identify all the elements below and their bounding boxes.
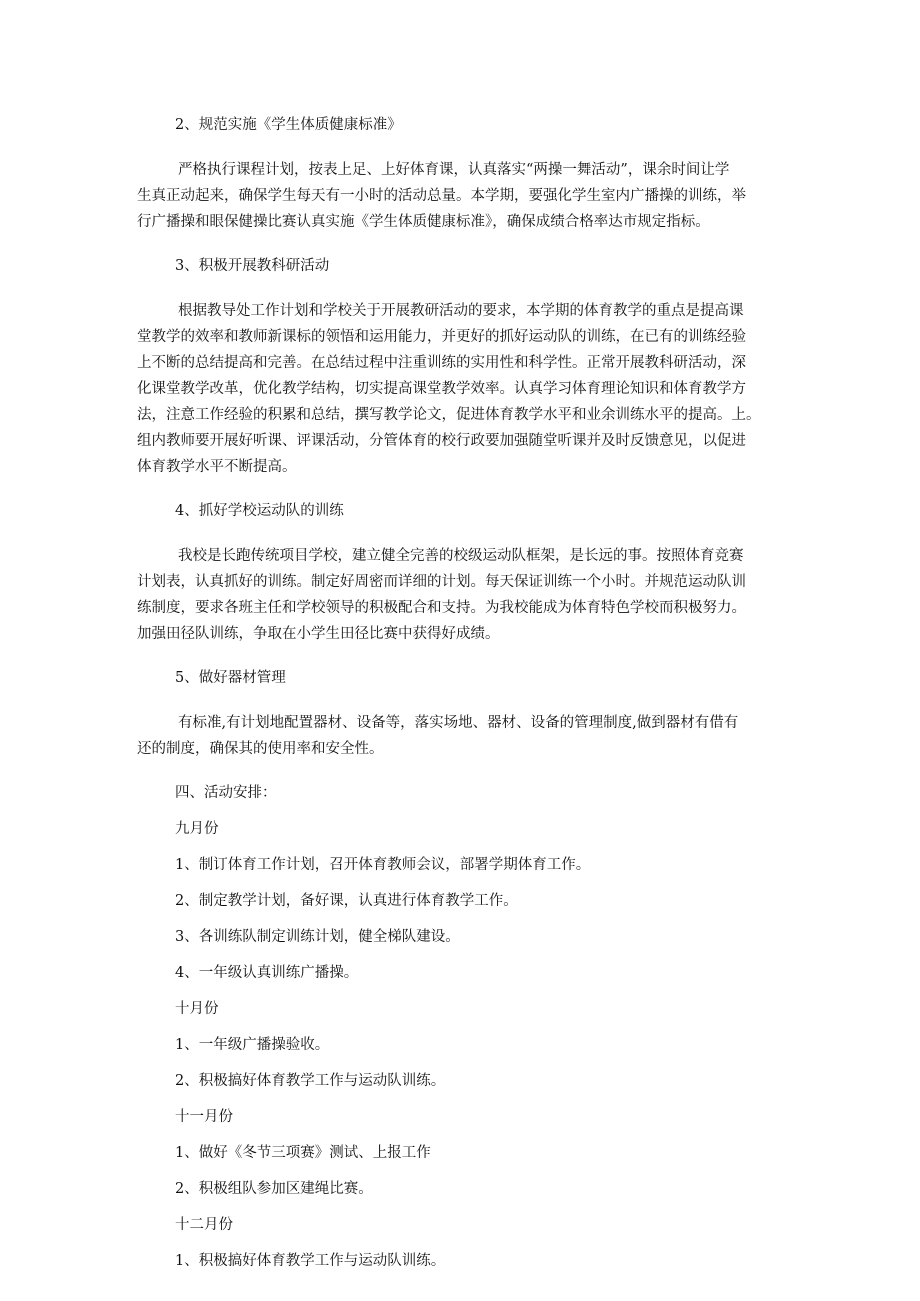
paragraph-line: 上不断的总结提高和完善。在总结过程中注重训练的实用性和科学性。正常开展教科研活动，深 [137, 355, 746, 371]
paragraph-line: 组内教师要开展好听课、评课活动，分管体育的校行政要加强随堂听课并及时反馈意见，以促进 [137, 433, 746, 449]
month-heading-september: 九月份 [175, 821, 219, 837]
list-item: 2、积极搞好体育教学工作与运动队训练。 [175, 1073, 446, 1089]
paragraph-line: 体育教学水平不断提高。 [137, 459, 297, 475]
section-paragraph [137, 298, 785, 480]
paragraph-line: 有标准,有计划地配置器材、设备等，落实场地、器材、设备的管理制度,做到器材有借有 [178, 715, 739, 731]
paragraph-line: 严格执行课程计划，按表上足、上好体育课，认真落实“两操一舞活动”，课余时间让学 [178, 162, 730, 178]
list-item: 1、积极搞好体育教学工作与运动队训练。 [175, 1253, 446, 1269]
document-body [137, 112, 785, 1274]
list-item: 2、制定教学计划，备好课，认真进行体育教学工作。 [175, 893, 518, 909]
list-item: 1、一年级广播操验收。 [175, 1037, 330, 1053]
paragraph-line: 加强田径队训练，争取在小学生田径比赛中获得好成绩。 [137, 626, 500, 642]
month-heading-october: 十月份 [175, 1001, 219, 1017]
paragraph-line: 生真正动起来，确保学生每天有一小时的活动总量。本学期，要强化学生室内广播操的训练，举 [137, 188, 746, 204]
list-item: 1、做好《冬节三项赛》测试、上报工作 [175, 1145, 431, 1161]
list-item: 1、制订体育工作计划，召开体育教师会议，部署学期体育工作。 [175, 857, 591, 873]
section-heading: 2、规范实施《学生体质健康标准》 [175, 117, 402, 133]
section-paragraph [137, 157, 785, 235]
paragraph-line: 计划表，认真抓好的训练。制定好周密而详细的计划。每天保证训练一个小时。并规范运动队训 [137, 574, 746, 590]
paragraph-line: 根据教导处工作计划和学校关于开展教研活动的要求，本学期的体育教学的重点是提高课 [178, 303, 744, 319]
paragraph-line: 我校是长跑传统项目学校，建立健全完善的校级运动队框架，是长远的事。按照体育竞赛 [178, 548, 744, 564]
list-item: 2、积极组队参加区建绳比赛。 [175, 1181, 373, 1197]
paragraph-line: 练制度，要求各班主任和学校领导的积极配合和支持。为我校能成为体育特色学校而积极努力。 [137, 600, 746, 616]
list-item: 3、各训练队制定训练计划，健全梯队建设。 [175, 929, 460, 945]
section-heading: 4、抓好学校运动队的训练 [175, 503, 344, 519]
section-heading: 3、积极开展教科研活动 [175, 258, 330, 274]
section-paragraph [137, 543, 785, 647]
section-heading: 5、做好器材管理 [175, 670, 286, 686]
paragraph-line: 堂教学的效率和教师新课标的领悟和运用能力，并更好的抓好运动队的训练，在已有的训练经验 [137, 329, 746, 345]
month-heading-december: 十二月份 [175, 1217, 233, 1233]
paragraph-line: 法，注意工作经验的积累和总结，撰写教学论文，促进体育教学水平和业余训练水平的提高。上。 [137, 407, 761, 423]
month-heading-november: 十一月份 [175, 1109, 233, 1125]
activities-title: 四、活动安排： [175, 785, 277, 801]
section-paragraph [137, 710, 785, 762]
paragraph-line: 还的制度，确保其的使用率和安全性。 [137, 741, 384, 757]
paragraph-line: 行广播操和眼保健操比赛认真实施《学生体质健康标准》，确保成绩合格率达市规定指标。 [137, 214, 710, 230]
paragraph-line: 化课堂教学改革，优化教学结构，切实提高课堂教学效率。认真学习体育理论知识和体育教学方 [137, 381, 746, 397]
list-item: 4、一年级认真训练广播操。 [175, 965, 359, 981]
